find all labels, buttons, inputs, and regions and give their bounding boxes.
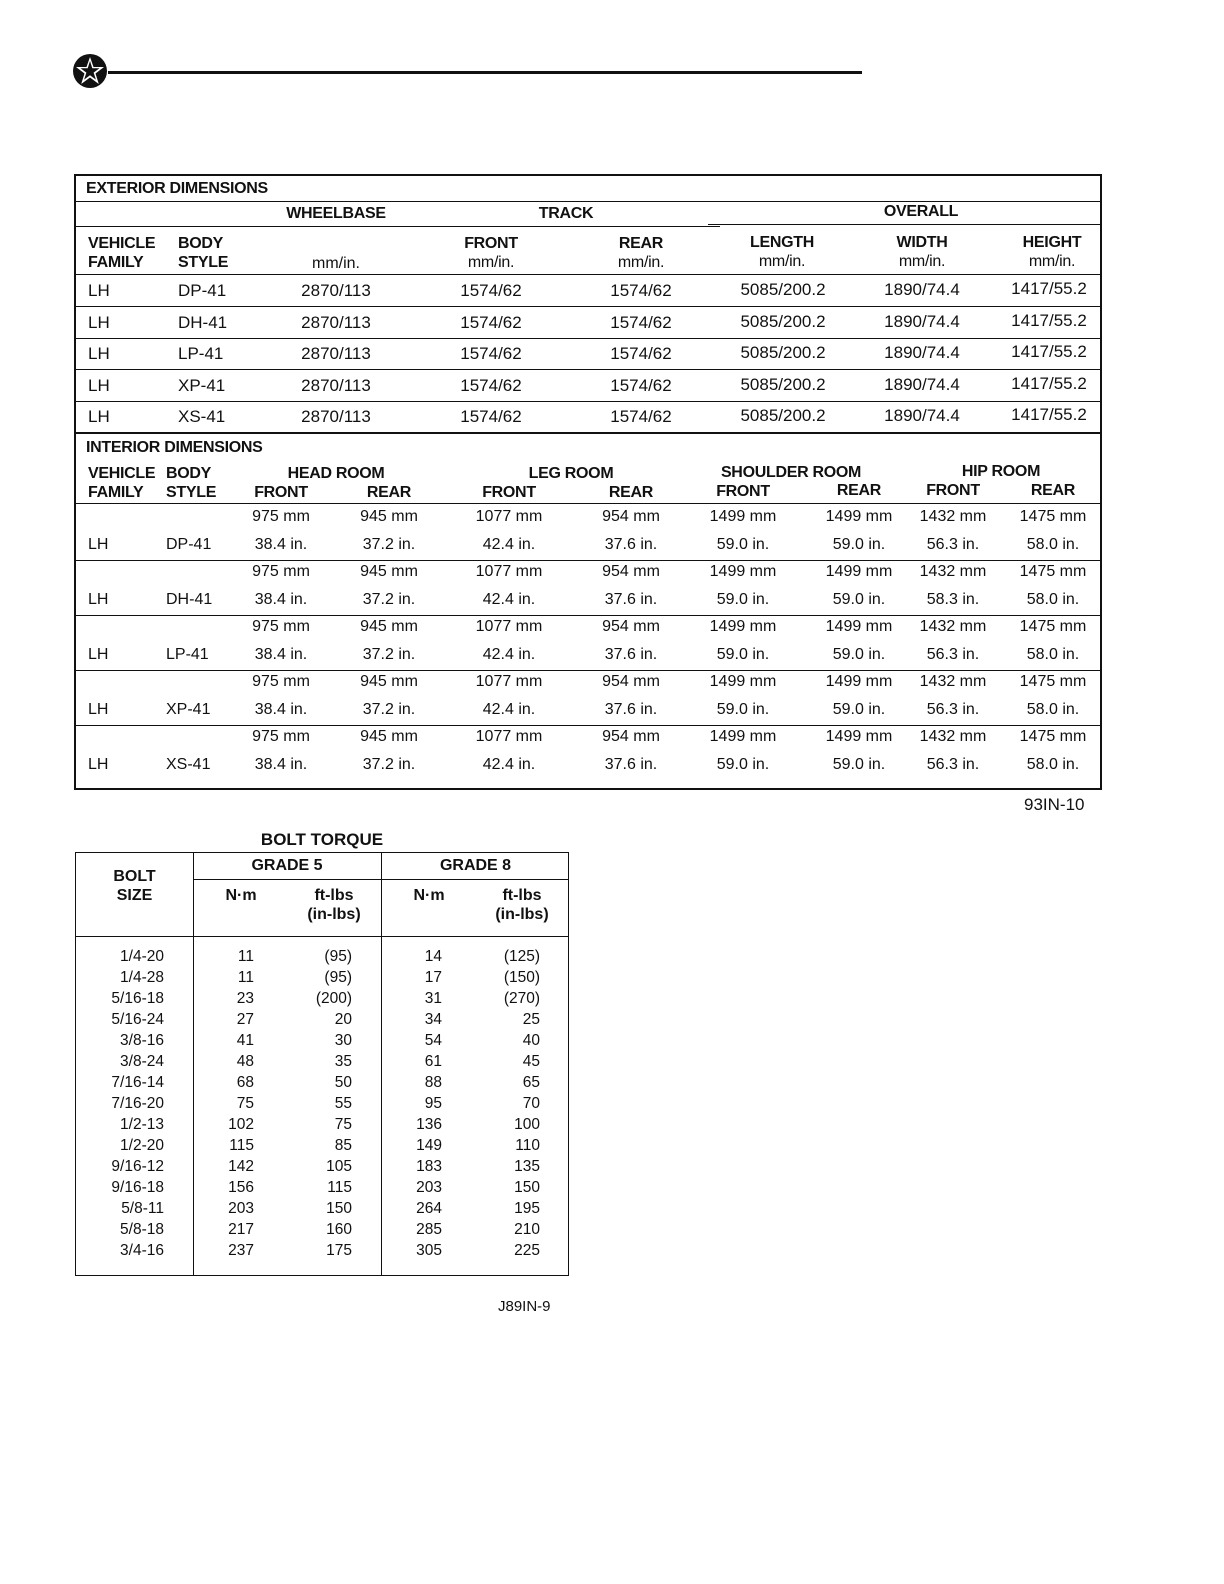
bolt-size-cell: 9/16-12	[111, 1158, 164, 1175]
int-cell-in: 59.0 in.	[832, 756, 886, 773]
grade8-nm-cell: 31	[424, 990, 442, 1007]
int-cell-mm: 1499 mm	[709, 728, 777, 745]
int-cell-mm: 1475 mm	[1019, 618, 1087, 635]
figure-label-dimensions: 93IN-10	[1024, 795, 1085, 814]
row-divider	[76, 401, 1100, 402]
ext-cell-wheelbase: 2870/113	[301, 312, 371, 332]
int-cell-in: 56.3 in.	[926, 536, 980, 553]
ext-cell-track-front: 1574/62	[460, 375, 522, 395]
int-cell-mm: 1077 mm	[475, 563, 543, 580]
grade5-ftlbs-cell: 30	[334, 1032, 352, 1049]
wheelbase-header: WHEELBASE	[286, 205, 386, 222]
grade8-ftlbs-cell: (270)	[503, 990, 540, 1007]
body-style-header: BODY STYLE	[178, 235, 229, 271]
ext-cell-track-rear: 1574/62	[610, 312, 672, 332]
int-cell-mm: 954 mm	[602, 618, 660, 635]
track-front-header: FRONT mm/in.	[464, 235, 518, 271]
ext-cell-track-rear: 1574/62	[610, 281, 672, 300]
grade8-ftlbs-cell: 25	[522, 1011, 540, 1028]
grade8-nm-header: N·m	[413, 887, 445, 904]
row-divider	[76, 338, 1100, 339]
int-cell-in: 38.4 in.	[254, 536, 308, 553]
grade5-nm-cell: 156	[228, 1179, 254, 1196]
leg-rear-header: REAR	[608, 484, 654, 501]
row-divider	[76, 670, 1100, 671]
int-cell-in: 58.0 in.	[1026, 536, 1080, 553]
bolt-size-cell: 7/16-14	[111, 1074, 164, 1091]
ext-cell-track-front: 1574/62	[460, 312, 522, 332]
grade8-header: GRADE 8	[439, 857, 512, 874]
bolt-size-cell: 9/16-18	[111, 1179, 164, 1196]
int-cell-in: 37.6 in.	[604, 701, 658, 718]
ext-cell-family: LH	[88, 375, 110, 395]
grade8-nm-cell: 305	[416, 1242, 442, 1259]
grade5-nm-cell: 102	[228, 1116, 254, 1133]
grade5-ftlbs-cell: 105	[326, 1158, 352, 1175]
bolt-size-cell: 1/4-20	[120, 948, 164, 965]
hip-front-header: FRONT	[926, 482, 980, 499]
grade5-ftlbs-header: ft-lbs (in-lbs)	[307, 887, 361, 923]
int-cell-in: 58.3 in.	[926, 591, 980, 608]
row-divider	[76, 306, 1100, 307]
grade5-ftlbs-cell: 35	[334, 1053, 352, 1070]
overall-header: OVERALL	[883, 203, 959, 220]
bolt-size-cell: 5/16-24	[111, 1011, 164, 1028]
bolt-size-header: BOLT SIZE	[113, 868, 156, 904]
grade5-nm-cell: 142	[228, 1158, 254, 1175]
wheelbase-unit: mm/in.	[312, 255, 360, 272]
int-cell-in: 59.0 in.	[832, 591, 886, 608]
int-cell-in: 58.0 in.	[1026, 756, 1080, 773]
int-cell-mm: 945 mm	[360, 508, 418, 525]
grade8-nm-cell: 203	[416, 1179, 442, 1196]
grade8-ftlbs-cell: 225	[514, 1242, 540, 1259]
bolt-torque-table	[75, 852, 569, 1276]
bolt-torque-title: BOLT TORQUE	[260, 830, 384, 849]
dimensions-table	[74, 174, 1102, 790]
grade5-nm-cell: 48	[236, 1053, 254, 1070]
bolt-size-cell: 3/8-16	[120, 1032, 164, 1049]
grade5-nm-cell: 11	[237, 948, 254, 965]
grade8-ftlbs-cell: 150	[514, 1179, 540, 1196]
vehicle-family-header: VEHICLE FAMILY	[88, 235, 156, 271]
ext-cell-height: 1417/55.2	[1011, 373, 1087, 393]
ext-cell-height: 1417/55.2	[1011, 279, 1087, 298]
grade8-nm-cell: 149	[416, 1137, 442, 1154]
ext-cell-family: LH	[88, 281, 110, 300]
int-cell-in: 59.0 in.	[716, 591, 770, 608]
ext-cell-length: 5085/200.2	[740, 311, 826, 331]
ext-cell-family: LH	[88, 407, 110, 426]
int-cell-mm: 975 mm	[252, 563, 310, 580]
ext-cell-family: LH	[88, 312, 110, 332]
bolt-size-cell: 1/2-13	[120, 1116, 164, 1133]
grade5-nm-cell: 217	[228, 1221, 254, 1238]
head-front-header: FRONT	[254, 484, 308, 501]
int-cell-in: 38.4 in.	[254, 591, 308, 608]
int-cell-mm: 954 mm	[602, 508, 660, 525]
int-cell-in: 42.4 in.	[482, 646, 536, 663]
bolt-size-cell: 3/4-16	[120, 1242, 164, 1259]
int-cell-mm: 975 mm	[252, 728, 310, 745]
bolt-size-cell: 5/8-11	[121, 1200, 164, 1217]
grade8-nm-cell: 95	[424, 1095, 442, 1112]
int-body-style-header: BODY STYLE	[166, 465, 217, 501]
int-cell-mm: 975 mm	[252, 673, 310, 690]
int-cell-family: LH	[88, 646, 109, 663]
int-cell-in: 59.0 in.	[832, 701, 886, 718]
int-cell-mm: 954 mm	[602, 673, 660, 690]
int-cell-in: 59.0 in.	[716, 756, 770, 773]
int-cell-mm: 1475 mm	[1019, 508, 1087, 525]
int-cell-in: 37.2 in.	[362, 591, 416, 608]
grade5-nm-cell: 23	[236, 990, 254, 1007]
grade5-ftlbs-cell: (200)	[315, 990, 352, 1007]
grade8-ftlbs-cell: (125)	[503, 948, 540, 965]
grade8-nm-cell: 34	[424, 1011, 442, 1028]
int-cell-in: 42.4 in.	[482, 536, 536, 553]
ext-cell-style: DH-41	[178, 312, 228, 332]
int-cell-in: 37.6 in.	[604, 756, 658, 773]
int-cell-mm: 1499 mm	[709, 673, 777, 690]
ext-cell-wheelbase: 2870/113	[301, 375, 371, 395]
int-cell-in: 37.6 in.	[604, 646, 658, 663]
grade8-ftlbs-cell: 70	[522, 1095, 540, 1112]
ext-cell-family: LH	[88, 344, 110, 363]
grade8-nm-cell: 88	[424, 1074, 442, 1091]
ext-cell-length: 5085/200.2	[740, 374, 826, 394]
grade5-ftlbs-cell: 50	[334, 1074, 352, 1091]
ext-cell-track-front: 1574/62	[460, 344, 522, 363]
grade8-ftlbs-cell: 195	[514, 1200, 540, 1217]
grade8-ftlbs-cell: 210	[514, 1221, 540, 1238]
row-divider	[76, 725, 1100, 726]
hip-room-header: HIP ROOM	[961, 463, 1041, 480]
grade5-nm-cell: 68	[236, 1074, 254, 1091]
grade8-nm-cell: 61	[424, 1053, 442, 1070]
ext-cell-width: 1890/74.4	[884, 343, 960, 362]
int-cell-in: 37.2 in.	[362, 756, 416, 773]
row-divider	[76, 560, 1100, 561]
int-cell-in: 56.3 in.	[926, 756, 980, 773]
bolt-size-cell: 5/16-18	[111, 990, 164, 1007]
bolt-size-cell: 1/2-20	[120, 1137, 164, 1154]
exterior-title: EXTERIOR DIMENSIONS	[86, 180, 268, 197]
grade5-ftlbs-cell: 55	[334, 1095, 352, 1112]
ext-cell-style: XP-41	[178, 375, 226, 395]
int-cell-mm: 1499 mm	[709, 618, 777, 635]
grade8-ftlbs-cell: (150)	[503, 969, 540, 986]
int-cell-mm: 1499 mm	[825, 728, 893, 745]
ext-cell-length: 5085/200.2	[740, 343, 826, 362]
leg-room-header: LEG ROOM	[528, 465, 614, 482]
pentastar-logo-icon	[72, 53, 108, 89]
int-cell-mm: 975 mm	[252, 618, 310, 635]
int-cell-mm: 1499 mm	[825, 618, 893, 635]
bolt-size-cell: 7/16-20	[111, 1095, 164, 1112]
ext-cell-style: LP-41	[178, 344, 224, 363]
ext-cell-wheelbase: 2870/113	[301, 407, 371, 426]
int-cell-mm: 1475 mm	[1019, 728, 1087, 745]
length-header: LENGTH mm/in.	[750, 234, 814, 270]
int-cell-mm: 1499 mm	[709, 563, 777, 580]
int-cell-family: LH	[88, 701, 109, 718]
int-cell-in: 58.0 in.	[1026, 646, 1080, 663]
int-cell-mm: 975 mm	[252, 508, 310, 525]
ext-cell-width: 1890/74.4	[884, 280, 960, 299]
int-cell-mm: 945 mm	[360, 563, 418, 580]
leg-front-header: FRONT	[482, 484, 536, 501]
grade5-ftlbs-cell: 150	[326, 1200, 352, 1217]
grade8-ftlbs-cell: 100	[514, 1116, 540, 1133]
track-rear-header: REAR mm/in.	[617, 235, 665, 271]
int-cell-family: LH	[88, 591, 109, 608]
int-cell-style: DP-41	[166, 536, 212, 553]
grade8-ftlbs-cell: 65	[522, 1074, 540, 1091]
ext-cell-track-rear: 1574/62	[610, 407, 672, 426]
ext-cell-height: 1417/55.2	[1011, 342, 1087, 361]
ext-cell-width: 1890/74.4	[884, 406, 960, 425]
ext-cell-track-front: 1574/62	[460, 407, 522, 426]
grade8-ftlbs-header: ft-lbs (in-lbs)	[495, 887, 549, 923]
grade5-ftlbs-cell: (95)	[324, 948, 352, 965]
ext-cell-length: 5085/200.2	[740, 406, 826, 425]
grade5-nm-cell: 203	[228, 1200, 254, 1217]
grade8-nm-cell: 54	[424, 1032, 442, 1049]
int-cell-in: 37.2 in.	[362, 646, 416, 663]
int-cell-mm: 1475 mm	[1019, 563, 1087, 580]
int-cell-in: 37.6 in.	[604, 536, 658, 553]
grade8-nm-cell: 136	[416, 1116, 442, 1133]
int-cell-mm: 945 mm	[360, 728, 418, 745]
int-cell-style: XP-41	[166, 701, 211, 718]
int-cell-mm: 1077 mm	[475, 508, 543, 525]
int-cell-in: 37.2 in.	[362, 701, 416, 718]
head-rear-header: REAR	[366, 484, 412, 501]
int-cell-in: 56.3 in.	[926, 646, 980, 663]
grade5-ftlbs-cell: 75	[334, 1116, 352, 1133]
interior-title: INTERIOR DIMENSIONS	[86, 439, 263, 456]
int-cell-in: 38.4 in.	[254, 701, 308, 718]
figure-label-bolt: J89IN-9	[498, 1298, 551, 1315]
int-cell-in: 42.4 in.	[482, 756, 536, 773]
int-cell-mm: 1077 mm	[475, 728, 543, 745]
grade5-nm-cell: 115	[229, 1137, 254, 1154]
grade5-nm-cell: 237	[228, 1242, 254, 1259]
ext-cell-width: 1890/74.4	[884, 374, 960, 394]
int-cell-in: 59.0 in.	[716, 646, 770, 663]
row-divider	[76, 369, 1100, 370]
int-cell-style: LP-41	[166, 646, 209, 663]
ext-cell-width: 1890/74.4	[884, 311, 960, 331]
int-cell-family: LH	[88, 536, 109, 553]
grade8-ftlbs-cell: 45	[522, 1053, 540, 1070]
int-cell-in: 37.6 in.	[604, 591, 658, 608]
grade8-nm-cell: 264	[416, 1200, 442, 1217]
ext-cell-track-front: 1574/62	[460, 281, 522, 300]
int-cell-family: LH	[88, 756, 109, 773]
grade5-nm-cell: 41	[236, 1032, 254, 1049]
int-cell-in: 38.4 in.	[254, 756, 308, 773]
grade8-nm-cell: 285	[416, 1221, 442, 1238]
grade5-nm-cell: 11	[237, 969, 254, 986]
bolt-size-cell: 3/8-24	[120, 1053, 164, 1070]
grade5-ftlbs-cell: 115	[327, 1179, 352, 1196]
int-vehicle-family-header: VEHICLE FAMILY	[88, 465, 156, 501]
grade8-ftlbs-cell: 40	[522, 1032, 540, 1049]
grade5-nm-cell: 75	[236, 1095, 254, 1112]
grade8-nm-cell: 14	[424, 948, 442, 965]
int-cell-in: 59.0 in.	[716, 701, 770, 718]
ext-cell-track-rear: 1574/62	[610, 344, 672, 363]
ext-cell-wheelbase: 2870/113	[301, 281, 371, 300]
int-cell-mm: 945 mm	[360, 673, 418, 690]
int-cell-mm: 954 mm	[602, 563, 660, 580]
grade5-nm-cell: 27	[236, 1011, 254, 1028]
grade5-nm-header: N·m	[225, 887, 257, 904]
int-cell-in: 42.4 in.	[482, 591, 536, 608]
int-cell-mm: 945 mm	[360, 618, 418, 635]
shoulder-room-header: SHOULDER ROOM	[720, 464, 862, 481]
int-cell-in: 42.4 in.	[482, 701, 536, 718]
grade5-ftlbs-cell: (95)	[324, 969, 352, 986]
ext-cell-height: 1417/55.2	[1011, 310, 1087, 330]
int-cell-mm: 1432 mm	[919, 508, 987, 525]
ext-cell-wheelbase: 2870/113	[301, 344, 371, 363]
bolt-size-cell: 5/8-18	[120, 1221, 164, 1238]
grade5-ftlbs-cell: 85	[334, 1137, 352, 1154]
int-cell-in: 59.0 in.	[832, 646, 886, 663]
int-cell-mm: 1499 mm	[825, 563, 893, 580]
hip-rear-header: REAR	[1030, 482, 1076, 499]
int-cell-in: 59.0 in.	[716, 536, 770, 553]
int-cell-in: 58.0 in.	[1026, 591, 1080, 608]
int-cell-mm: 1499 mm	[825, 508, 893, 525]
int-cell-mm: 1499 mm	[709, 508, 777, 525]
grade8-ftlbs-cell: 110	[515, 1137, 540, 1154]
header-rule	[108, 71, 862, 74]
int-cell-mm: 1077 mm	[475, 618, 543, 635]
grade8-nm-cell: 183	[416, 1158, 442, 1175]
int-cell-mm: 1432 mm	[919, 673, 987, 690]
bolt-size-cell: 1/4-28	[120, 969, 164, 986]
int-cell-mm: 1432 mm	[919, 728, 987, 745]
int-cell-mm: 1432 mm	[919, 618, 987, 635]
ext-cell-height: 1417/55.2	[1011, 405, 1087, 424]
int-cell-in: 56.3 in.	[926, 701, 980, 718]
grade8-ftlbs-cell: 135	[514, 1158, 540, 1175]
track-header: TRACK	[538, 205, 594, 222]
grade5-ftlbs-cell: 175	[326, 1242, 352, 1259]
grade5-header: GRADE 5	[251, 857, 323, 874]
grade5-ftlbs-cell: 160	[326, 1221, 352, 1238]
shoulder-rear-header: REAR	[836, 482, 882, 499]
shoulder-front-header: FRONT	[716, 483, 770, 500]
int-cell-style: XS-41	[166, 756, 211, 773]
int-cell-in: 58.0 in.	[1026, 701, 1080, 718]
int-cell-mm: 1432 mm	[919, 563, 987, 580]
int-cell-in: 38.4 in.	[254, 646, 308, 663]
int-cell-style: DH-41	[166, 591, 213, 608]
row-divider	[76, 615, 1100, 616]
grade5-ftlbs-cell: 20	[334, 1011, 352, 1028]
height-header: HEIGHT mm/in.	[1022, 234, 1082, 270]
int-cell-mm: 1475 mm	[1019, 673, 1087, 690]
int-cell-mm: 954 mm	[602, 728, 660, 745]
head-room-header: HEAD ROOM	[287, 465, 385, 482]
ext-cell-track-rear: 1574/62	[610, 375, 672, 395]
ext-cell-length: 5085/200.2	[740, 280, 826, 299]
int-cell-in: 37.2 in.	[362, 536, 416, 553]
ext-cell-style: DP-41	[178, 281, 227, 300]
width-header: WIDTH mm/in.	[896, 234, 948, 270]
int-cell-mm: 1077 mm	[475, 673, 543, 690]
int-cell-in: 59.0 in.	[832, 536, 886, 553]
int-cell-mm: 1499 mm	[825, 673, 893, 690]
ext-cell-style: XS-41	[178, 407, 226, 426]
grade8-nm-cell: 17	[424, 969, 442, 986]
